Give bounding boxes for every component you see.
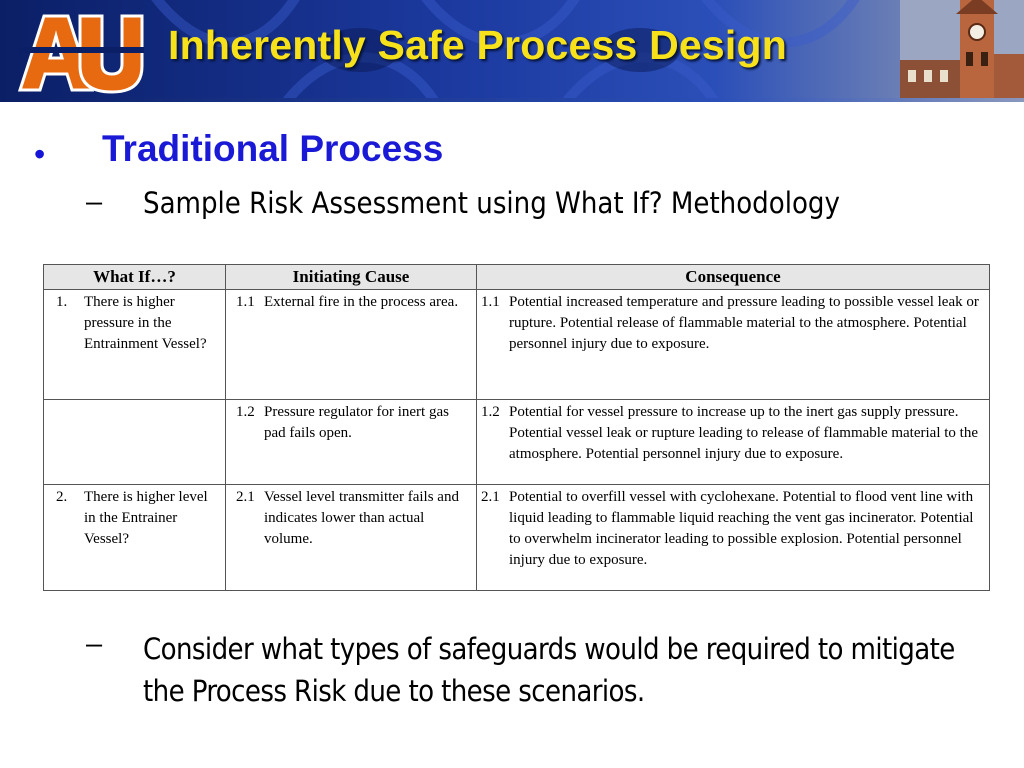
clock-tower-image [900,0,1024,102]
cause-text: External fire in the process area. [264,294,459,310]
consequence-number: 1.2 [481,404,500,420]
sub-bullet-risk-assessment: Sample Risk Assessment using What If? Methodology [143,186,840,220]
consequence-number: 2.1 [481,489,500,505]
table-row [44,485,990,591]
cause-text: Pressure regulator for inert gas pad fails open. [264,404,449,441]
header-initiating-cause: Initiating Cause [226,265,477,290]
header-consequence: Consequence [477,265,990,290]
consequence-text: Potential to overfill vessel with cyclohexane. Potential to flood vent line with liquid leading to flammable liquid reaching the vent gas incinerator. Potential to overwhelm incinerator leading to possible explosion. Potential personnel injury due to exposure. [509,489,974,568]
cell-what-if [44,400,226,485]
bullet-marker: • [34,136,46,172]
cause-number: 1.1 [236,294,255,310]
table-row [44,400,990,485]
table-header-row [44,265,990,290]
cell-initiating-cause [226,485,477,591]
consequence-text: Potential increased temperature and pressure leading to possible vessel leak or rupture. Potential release of flammable material to the atmosphere. Potential personnel injury due to exposure. [509,294,979,352]
consequence-number: 1.1 [481,294,500,310]
cause-number: 1.2 [236,404,255,420]
cell-initiating-cause [226,400,477,485]
header-banner [0,0,1024,102]
cell-initiating-cause [226,290,477,400]
what-if-table [43,264,990,591]
cell-consequence [477,400,990,485]
cell-consequence [477,485,990,591]
consequence-text: Potential for vessel pressure to increase up to the inert gas supply pressure. Potential vessel leak or rupture leading to release of flammable material to the atmosphere. Potential personnel injury due to exposure. [509,404,978,462]
sub-bullet-marker-1: – [86,186,103,218]
what-if-text: There is higher level in the Entrainer Vessel? [84,489,208,547]
sub-bullet-marker-2: – [86,628,103,660]
cell-what-if [44,485,226,591]
slide-title: Inherently Safe Process Design [168,22,787,68]
cell-consequence [477,290,990,400]
bullet-traditional-process: Traditional Process [102,128,444,169]
table-row [44,290,990,400]
cause-text: Vessel level transmitter fails and indicates lower than actual volume. [264,489,459,547]
what-if-number: 1. [56,294,68,310]
what-if-number: 2. [56,489,68,505]
au-logo [14,6,146,94]
header-what-if: What If…? [44,265,226,290]
cause-number: 2.1 [236,489,255,505]
cell-what-if [44,290,226,400]
sub-bullet-safeguards: Consider what types of safeguards would be required to mitigate the Process Risk due to these scenarios. [143,632,955,708]
what-if-text: There is higher pressure in the Entrainment Vessel? [84,294,207,352]
banner-underline [0,98,1024,102]
